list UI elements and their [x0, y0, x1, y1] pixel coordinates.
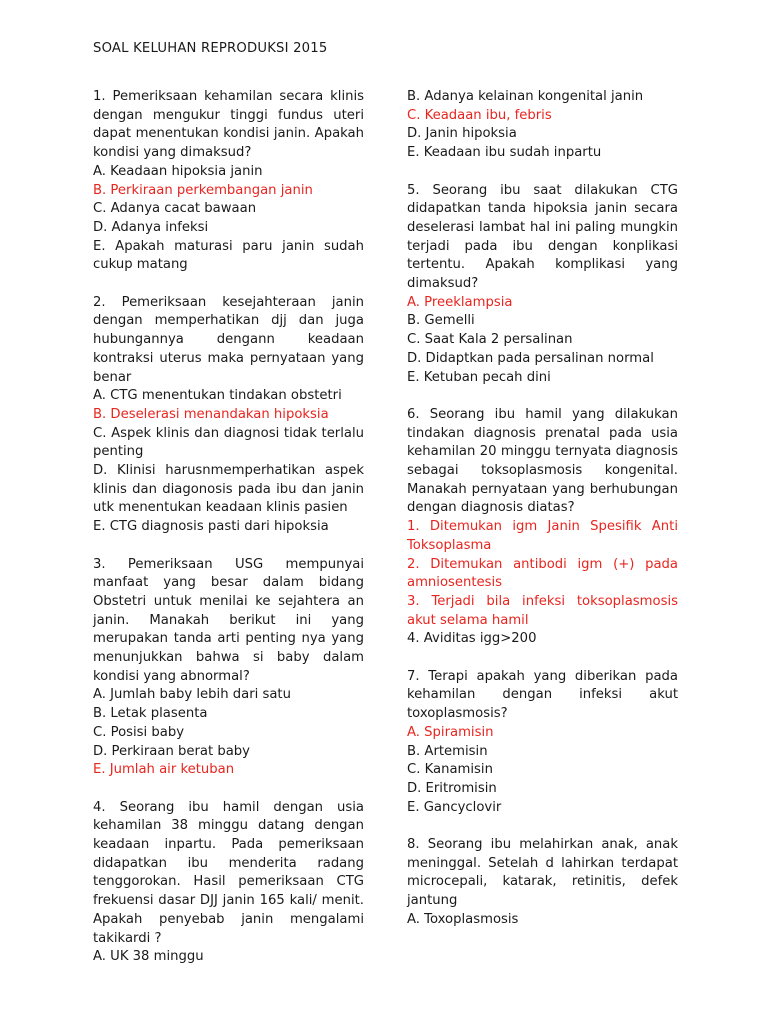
- answer-option: A. Preeklampsia: [407, 294, 513, 310]
- answer-option: E. Gancyclovir: [407, 799, 502, 815]
- answer-option: A. Jumlah baby lebih dari satu: [93, 687, 291, 703]
- question-stem: 3. Pemeriksaan USG mempunyai manfaat yang besar dalam bidang Obstetri untuk menilai ke sejahtera an janin. Manakah berikut ini yang merupakan tanda arti penting nya yang menunjukkan bahwa si baby dalam kondisi yang abnormal?: [93, 556, 364, 684]
- answer-option: D. Klinisi harusnmemperhatikan aspek klinis dan diagonosis pada ibu dan janin utk menentukan keadaan klinis pasien: [93, 463, 364, 516]
- question-stem: 1. Pemeriksaan kehamilan secara klinis dengan mengukur tinggi fundus uteri dapat menentukan kondisi janin. Apakah kondisi yang dimaksud?: [93, 89, 364, 161]
- answer-option: C. Kanamisin: [407, 762, 493, 778]
- question-stem: 8. Seorang ibu melahirkan anak, anak meninggal. Setelah d lahirkan terdapat microcepali, katarak, retinitis, defek jantung: [407, 837, 678, 909]
- answer-option: D. Eritromisin: [407, 780, 497, 796]
- answer-option: E. Ketuban pecah dini: [407, 369, 551, 385]
- answer-option: A. Keadaan hipoksia janin: [93, 163, 263, 179]
- answer-option: 3. Terjadi bila infeksi toksoplasmosis akut selama hamil: [407, 593, 678, 628]
- question-6: [407, 406, 678, 649]
- answer-option: C. Saat Kala 2 persalinan: [407, 332, 573, 348]
- answer-option: C. Aspek klinis dan diagnosi tidak terlalu penting: [93, 425, 364, 460]
- answer-option: B. Letak plasenta: [93, 706, 208, 722]
- question-stem: 2. Pemeriksaan kesejahteraan janin dengan memperhatikan djj dan juga hubungannya dengann keadaan kontraksi uterus maka pernyataan yang benar: [93, 294, 364, 385]
- answer-option: B. Perkiraan perkembangan janin: [93, 182, 313, 198]
- answer-option: B. Deselerasi menandakan hipoksia: [93, 406, 329, 422]
- question-stem: 6. Seorang ibu hamil yang dilakukan tindakan diagnosis prenatal pada usia kehamilan 20 minggu ternyata diagnosis sebagai toksoplasmosis kongenital. Manakah pernyataan yang berhubungan dengan diagnosis diatas?: [407, 406, 678, 516]
- question-7: [407, 668, 678, 818]
- question-stem: 4. Seorang ibu hamil dengan usia kehamilan 38 minggu datang dengan keadaan inpartu. Pada pemeriksaan didapatkan ibu menderita radang tenggorokan. Hasil pemeriksaan CTG frekuensi dasar DJJ janin 165 kali/ menit. Apakah penyebab janin mengalami takikardi ?: [93, 799, 364, 946]
- question-2: [93, 294, 364, 537]
- question-stem: 5. Seorang ibu saat dilakukan CTG didapatkan tanda hipoksia janin secara deselerasi lambat hal ini paling mungkin terjadi pada ibu dengan konplikasi tertentu. Apakah komplikasi yang dimaksud?: [407, 182, 678, 292]
- answer-option: A. Toxoplasmosis: [407, 911, 519, 927]
- right-column: [407, 88, 678, 948]
- answer-option: E. Jumlah air ketuban: [93, 762, 235, 778]
- answer-option: E. Keadaan ibu sudah inpartu: [407, 145, 602, 161]
- question-1: [93, 88, 364, 275]
- answer-option: C. Keadaan ibu, febris: [407, 107, 552, 123]
- answer-option: A. UK 38 minggu: [93, 949, 204, 965]
- answer-option: D. Didaptkan pada persalinan normal: [407, 350, 654, 366]
- question-4-continued: [407, 88, 678, 163]
- answer-option: 4. Aviditas igg>200: [407, 631, 537, 647]
- document-title: SOAL KELUHAN REPRODUKSI 2015: [93, 41, 328, 56]
- question-stem: 7. Terapi apakah yang diberikan pada kehamilan dengan infeksi akut toxoplasmosis?: [407, 668, 678, 722]
- left-column: [93, 88, 364, 986]
- answer-option: A. CTG menentukan tindakan obstetri: [93, 388, 342, 404]
- answer-option: D. Perkiraan berat baby: [93, 743, 250, 759]
- question-5: [407, 182, 678, 388]
- answer-option: D. Janin hipoksia: [407, 126, 517, 142]
- answer-option: B. Artemisin: [407, 743, 488, 759]
- answer-option: E. Apakah maturasi paru janin sudah cukup matang: [93, 238, 364, 273]
- answer-option: E. CTG diagnosis pasti dari hipoksia: [93, 519, 329, 535]
- answer-option: B. Gemelli: [407, 313, 475, 329]
- answer-option: C. Posisi baby: [93, 724, 185, 740]
- answer-option: D. Adanya infeksi: [93, 219, 209, 235]
- answer-option: A. Spiramisin: [407, 724, 494, 740]
- question-8: [407, 836, 678, 930]
- answer-option: 1. Ditemukan igm Janin Spesifik Anti Toksoplasma: [407, 519, 678, 553]
- answer-option: C. Adanya cacat bawaan: [93, 201, 257, 217]
- answer-option: 2. Ditemukan antibodi igm (+) pada amniosentesis: [407, 556, 678, 591]
- answer-option: B. Adanya kelainan kongenital janin: [407, 89, 644, 104]
- question-3: [93, 556, 364, 780]
- question-4: [93, 799, 364, 967]
